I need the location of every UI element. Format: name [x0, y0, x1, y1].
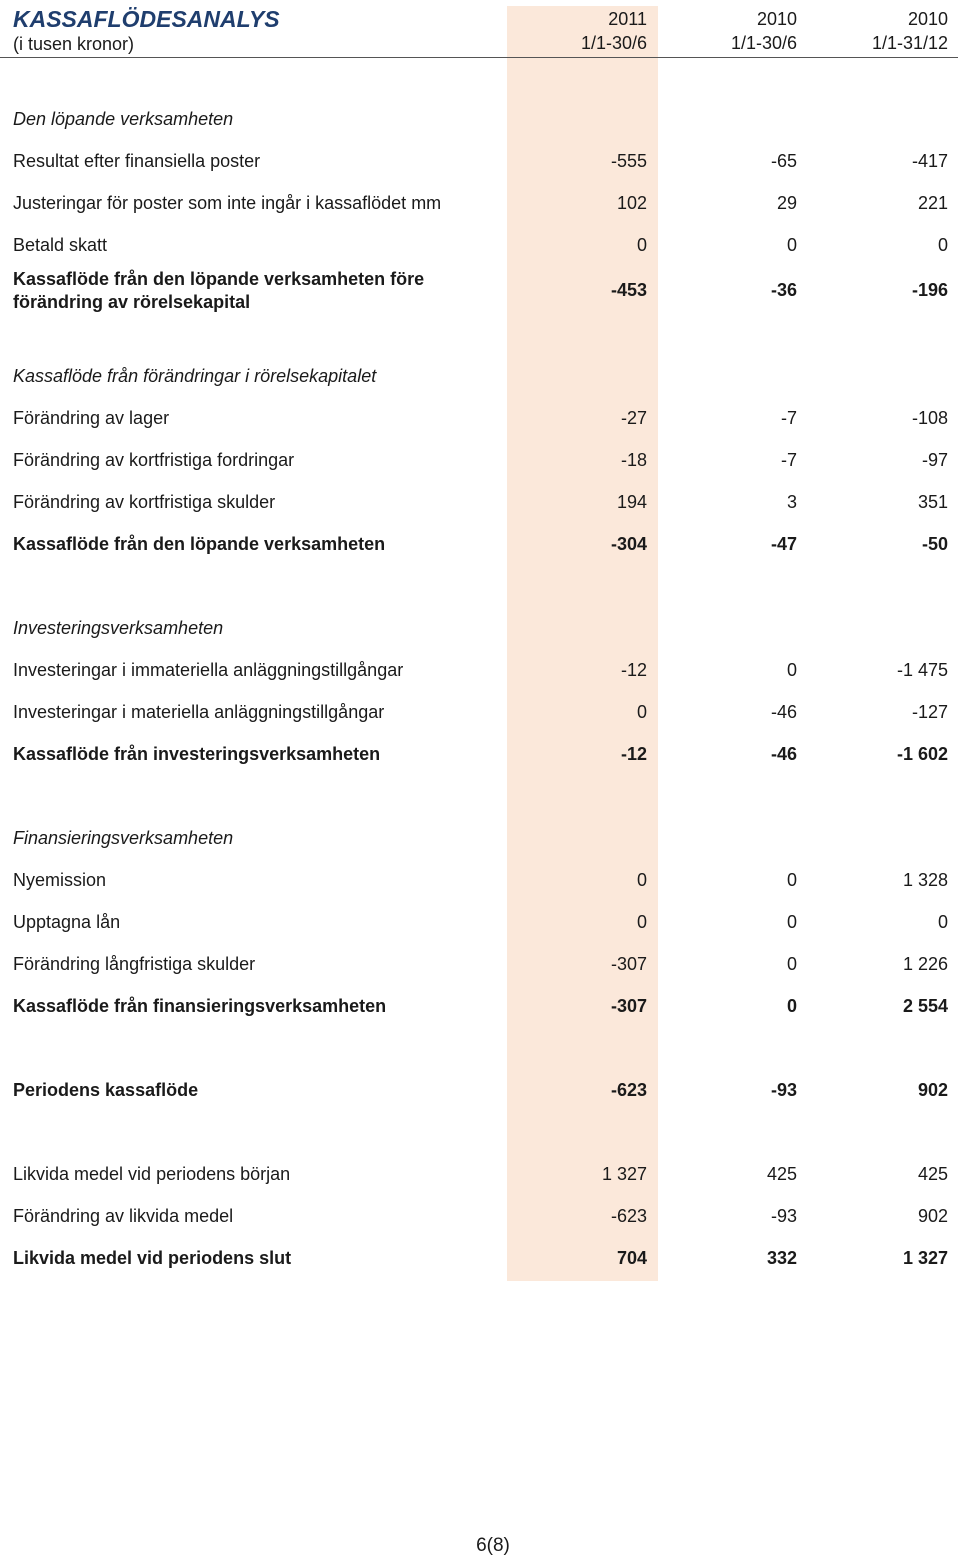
- value-2010-full: 1 226: [902, 954, 948, 974]
- row-label: Kassaflöde från finansieringsverksamheten: [13, 996, 387, 1016]
- value-2010-full: 902: [917, 1080, 948, 1100]
- value-2010-full: -417: [911, 151, 948, 171]
- row-label: Finansieringsverksamheten: [13, 828, 234, 848]
- value-2010-full: 902: [917, 1206, 948, 1226]
- value-2011: -307: [610, 996, 647, 1016]
- value-2010-h1: -93: [770, 1080, 797, 1100]
- total-row-closing-cash: [0, 1248, 960, 1278]
- section-heading-working-capital: [0, 366, 960, 396]
- value-2011: 194: [616, 492, 647, 512]
- value-2011: 1 327: [601, 1164, 647, 1184]
- value-2010-h1: -46: [770, 702, 797, 722]
- value-2011: 0: [636, 870, 647, 890]
- column-year: 2010: [907, 9, 948, 29]
- page-subtitle: (i tusen kronor): [13, 34, 135, 54]
- value-2011: 0: [636, 235, 647, 255]
- subtotal-row: [0, 268, 960, 316]
- value-2010-h1: 3: [786, 492, 797, 512]
- row-label: [13, 268, 424, 314]
- table-row: [0, 1206, 960, 1236]
- value-2010-h1: -7: [780, 450, 797, 470]
- row-label: Justeringar för poster som inte ingår i kassaflödet mm: [13, 193, 442, 213]
- row-label: Nyemission: [13, 870, 107, 890]
- table-row: [0, 1164, 960, 1194]
- value-2010-full: 0: [937, 235, 948, 255]
- value-2010-h1: 29: [776, 193, 797, 213]
- value-2011: -307: [610, 954, 647, 974]
- column-period: 1/1-30/6: [730, 33, 797, 53]
- subtotal-row: [0, 534, 960, 564]
- value-2010-full: 0: [937, 912, 948, 932]
- table-row: [0, 408, 960, 438]
- value-2011: -12: [620, 660, 647, 680]
- value-2011: -453: [610, 280, 647, 300]
- table-row: [0, 702, 960, 732]
- table-row: [0, 151, 960, 181]
- value-2011: -623: [610, 1206, 647, 1226]
- table-row: [0, 870, 960, 900]
- subtotal-row: [0, 996, 960, 1026]
- table-row: [0, 235, 960, 265]
- value-2011: 0: [636, 912, 647, 932]
- column-header-2010-h1: [731, 7, 797, 55]
- value-2011: -555: [610, 151, 647, 171]
- value-2010-h1: 0: [786, 660, 797, 680]
- table-row: [0, 450, 960, 480]
- row-label: Kassaflöde från den löpande verksamheten: [13, 534, 386, 554]
- subtotal-row: [0, 744, 960, 774]
- row-label: Resultat efter finansiella poster: [13, 151, 261, 171]
- section-heading-investing: [0, 618, 960, 648]
- header-divider: [0, 57, 958, 58]
- row-label: Likvida medel vid periodens slut: [13, 1248, 292, 1268]
- value-2011: 0: [636, 702, 647, 722]
- value-2010-full: 221: [917, 193, 948, 213]
- row-label: Investeringar i materiella anläggningstillgångar: [13, 702, 385, 722]
- value-2010-h1: 0: [786, 235, 797, 255]
- value-2011: 704: [616, 1248, 647, 1268]
- table-row: [0, 660, 960, 690]
- value-2010-h1: -7: [780, 408, 797, 428]
- value-2010-full: -97: [921, 450, 948, 470]
- total-row-period-cashflow: [0, 1080, 960, 1110]
- row-label: Förändring långfristiga skulder: [13, 954, 256, 974]
- row-label: Likvida medel vid periodens början: [13, 1164, 291, 1184]
- column-year: 2011: [608, 9, 647, 29]
- section-heading-operating: [0, 109, 960, 139]
- table-row: [0, 912, 960, 942]
- row-label: Investeringar i immateriella anläggningstillgångar: [13, 660, 404, 680]
- value-2010-h1: 0: [786, 954, 797, 974]
- row-label: Kassaflöde från investeringsverksamheten: [13, 744, 381, 764]
- row-label-line-1: Kassaflöde från den löpande verksamheten före: [13, 269, 425, 289]
- value-2010-full: -127: [911, 702, 948, 722]
- page-title: KASSAFLÖDESANALYS: [13, 6, 280, 32]
- column-year: 2010: [756, 9, 797, 29]
- value-2011: -623: [610, 1080, 647, 1100]
- row-label: Förändring av kortfristiga skulder: [13, 492, 276, 512]
- row-label-line-2: förändring av rörelsekapital: [13, 292, 251, 312]
- row-label: Upptagna lån: [13, 912, 121, 932]
- value-2010-full: 2 554: [902, 996, 948, 1016]
- value-2010-full: -196: [911, 280, 948, 300]
- row-label: Förändring av likvida medel: [13, 1206, 234, 1226]
- section-heading-financing: [0, 828, 960, 858]
- table-row: [0, 193, 960, 223]
- value-2010-h1: 0: [786, 912, 797, 932]
- table-row: [0, 954, 960, 984]
- value-2010-h1: 0: [786, 996, 797, 1016]
- value-2010-h1: -46: [770, 744, 797, 764]
- value-2010-h1: -93: [770, 1206, 797, 1226]
- value-2011: 102: [616, 193, 647, 213]
- row-label: Betald skatt: [13, 235, 108, 255]
- value-2010-h1: -36: [770, 280, 797, 300]
- column-period: 1/1-31/12: [871, 33, 948, 53]
- value-2010-h1: -47: [770, 534, 797, 554]
- value-2011: -27: [620, 408, 647, 428]
- value-2010-full: -50: [921, 534, 948, 554]
- column-period: 1/1-30/6: [580, 33, 647, 53]
- column-header-2011: [581, 7, 647, 55]
- row-label: Förändring av kortfristiga fordringar: [13, 450, 295, 470]
- value-2010-full: 1 328: [902, 870, 948, 890]
- value-2010-h1: 332: [766, 1248, 797, 1268]
- row-label: Investeringsverksamheten: [13, 618, 224, 638]
- value-2010-h1: 0: [786, 870, 797, 890]
- value-2011: -18: [620, 450, 647, 470]
- value-2010-h1: -65: [770, 151, 797, 171]
- value-2010-full: 425: [917, 1164, 948, 1184]
- value-2010-full: -1 475: [896, 660, 948, 680]
- table-row: [0, 492, 960, 522]
- value-2010-full: 1 327: [902, 1248, 948, 1268]
- value-2010-full: -1 602: [896, 744, 948, 764]
- column-header-2010-full: [872, 7, 948, 55]
- row-label: Kassaflöde från förändringar i rörelsekapitalet: [13, 366, 377, 386]
- page-number: 6(8): [476, 1535, 510, 1556]
- value-2010-h1: 425: [766, 1164, 797, 1184]
- value-2010-full: 351: [917, 492, 948, 512]
- row-label: Förändring av lager: [13, 408, 170, 428]
- value-2010-full: -108: [911, 408, 948, 428]
- value-2011: -304: [610, 534, 647, 554]
- value-2011: -12: [620, 744, 647, 764]
- row-label: Den löpande verksamheten: [13, 109, 234, 129]
- row-label: Periodens kassaflöde: [13, 1080, 199, 1100]
